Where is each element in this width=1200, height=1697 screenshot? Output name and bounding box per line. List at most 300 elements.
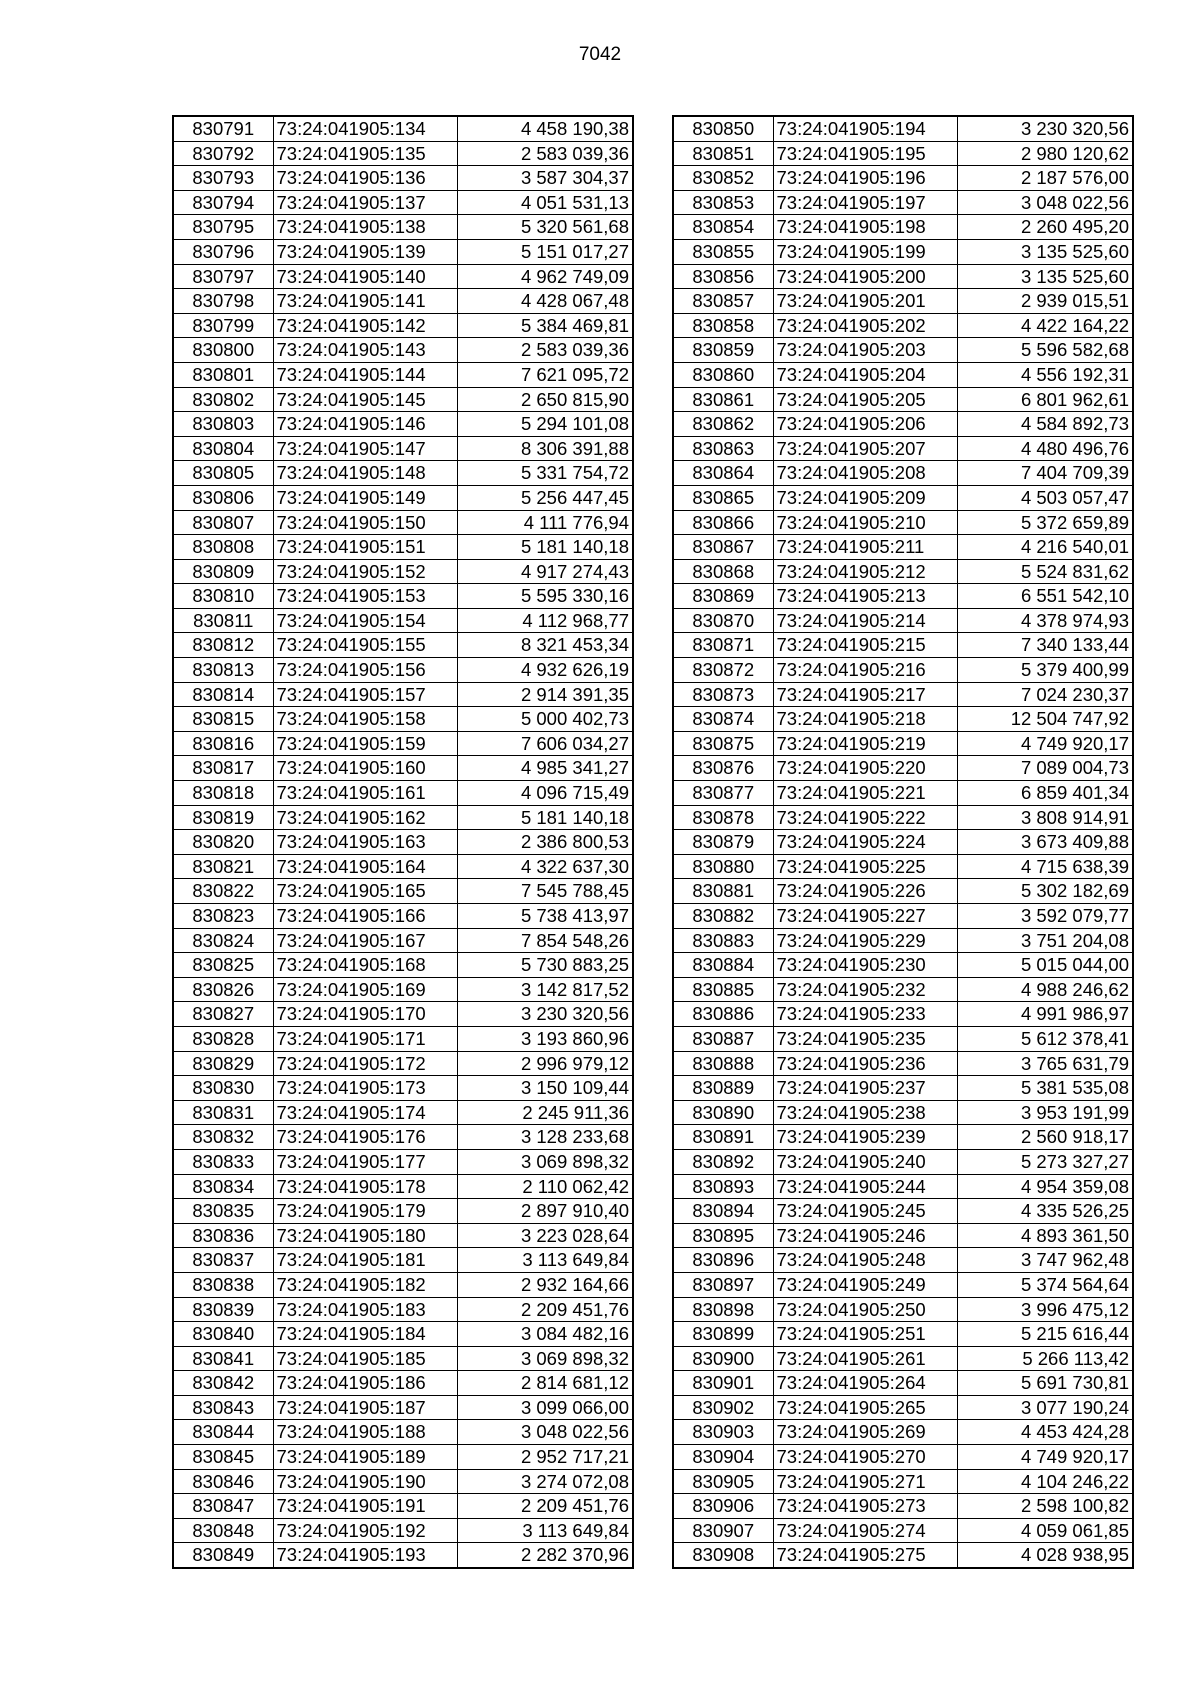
row-number-cell: 830791	[173, 116, 273, 141]
table-row	[673, 1223, 1133, 1248]
table-row	[173, 1445, 633, 1470]
row-number-cell: 830800	[173, 338, 273, 363]
value-cell: 2 980 120,62	[957, 141, 1133, 166]
table-row	[673, 953, 1133, 978]
value-cell: 7 545 788,45	[457, 879, 633, 904]
value-cell: 4 104 246,22	[957, 1469, 1133, 1494]
value-cell: 3 142 817,52	[457, 977, 633, 1002]
row-number-cell: 830828	[173, 1026, 273, 1051]
row-number-cell: 830812	[173, 633, 273, 658]
cadastral-number-cell: 73:24:041905:173	[273, 1076, 457, 1101]
row-number-cell: 830905	[673, 1469, 773, 1494]
row-number-cell: 830871	[673, 633, 773, 658]
table-row	[673, 1100, 1133, 1125]
table-row	[673, 1174, 1133, 1199]
cadastral-number-cell: 73:24:041905:176	[273, 1125, 457, 1150]
value-cell: 5 000 402,73	[457, 707, 633, 732]
value-cell: 3 747 962,48	[957, 1248, 1133, 1273]
value-cell: 2 952 717,21	[457, 1445, 633, 1470]
cadastral-number-cell: 73:24:041905:261	[773, 1346, 957, 1371]
table-row	[673, 1445, 1133, 1470]
row-number-cell: 830813	[173, 658, 273, 683]
value-cell: 5 181 140,18	[457, 805, 633, 830]
cadastral-number-cell: 73:24:041905:205	[773, 387, 957, 412]
cadastral-number-cell: 73:24:041905:168	[273, 953, 457, 978]
cadastral-number-cell: 73:24:041905:211	[773, 535, 957, 560]
row-number-cell: 830823	[173, 904, 273, 929]
row-number-cell: 830874	[673, 707, 773, 732]
cadastral-number-cell: 73:24:041905:197	[773, 190, 957, 215]
value-cell: 4 985 341,27	[457, 756, 633, 781]
table-row	[173, 1395, 633, 1420]
table-row	[673, 1518, 1133, 1543]
row-number-cell: 830866	[673, 510, 773, 535]
cadastral-number-cell: 73:24:041905:162	[273, 805, 457, 830]
value-cell: 3 587 304,37	[457, 166, 633, 191]
cadastral-number-cell: 73:24:041905:177	[273, 1149, 457, 1174]
cadastral-number-cell: 73:24:041905:239	[773, 1125, 957, 1150]
table-row	[673, 682, 1133, 707]
row-number-cell: 830890	[673, 1100, 773, 1125]
table-row	[173, 608, 633, 633]
row-number-cell: 830829	[173, 1051, 273, 1076]
value-cell: 4 216 540,01	[957, 535, 1133, 560]
value-cell: 4 458 190,38	[457, 116, 633, 141]
table-row	[673, 116, 1133, 141]
value-cell: 2 209 451,76	[457, 1297, 633, 1322]
row-number-cell: 830899	[673, 1322, 773, 1347]
row-number-cell: 830863	[673, 436, 773, 461]
value-cell: 5 294 101,08	[457, 412, 633, 437]
cadastral-number-cell: 73:24:041905:184	[273, 1322, 457, 1347]
row-number-cell: 830840	[173, 1322, 273, 1347]
table-row	[173, 461, 633, 486]
row-number-cell: 830847	[173, 1494, 273, 1519]
cadastral-number-cell: 73:24:041905:179	[273, 1199, 457, 1224]
row-number-cell: 830872	[673, 658, 773, 683]
table-row	[173, 854, 633, 879]
value-cell: 4 749 920,17	[957, 1445, 1133, 1470]
value-cell: 4 715 638,39	[957, 854, 1133, 879]
row-number-cell: 830808	[173, 535, 273, 560]
value-cell: 5 331 754,72	[457, 461, 633, 486]
value-cell: 4 954 359,08	[957, 1174, 1133, 1199]
cadastral-number-cell: 73:24:041905:150	[273, 510, 457, 535]
table-row	[173, 1322, 633, 1347]
table-row	[173, 1199, 633, 1224]
table-row	[673, 1322, 1133, 1347]
left-table	[172, 115, 634, 1569]
table-row	[173, 436, 633, 461]
value-cell: 3 069 898,32	[457, 1149, 633, 1174]
row-number-cell: 830868	[673, 559, 773, 584]
cadastral-number-cell: 73:24:041905:246	[773, 1223, 957, 1248]
value-cell: 5 320 561,68	[457, 215, 633, 240]
value-cell: 7 621 095,72	[457, 362, 633, 387]
row-number-cell: 830830	[173, 1076, 273, 1101]
value-cell: 4 059 061,85	[957, 1518, 1133, 1543]
cadastral-number-cell: 73:24:041905:145	[273, 387, 457, 412]
table-row	[673, 1199, 1133, 1224]
table-row	[673, 387, 1133, 412]
table-row	[673, 1395, 1133, 1420]
table-row	[173, 1149, 633, 1174]
table-row	[173, 1125, 633, 1150]
row-number-cell: 830865	[673, 485, 773, 510]
value-cell: 3 128 233,68	[457, 1125, 633, 1150]
value-cell: 5 266 113,42	[957, 1346, 1133, 1371]
value-cell: 4 932 626,19	[457, 658, 633, 683]
table-row	[673, 239, 1133, 264]
table-row	[673, 1125, 1133, 1150]
table-row	[673, 1371, 1133, 1396]
table-row	[173, 1002, 633, 1027]
row-number-cell: 830827	[173, 1002, 273, 1027]
cadastral-number-cell: 73:24:041905:156	[273, 658, 457, 683]
row-number-cell: 830907	[673, 1518, 773, 1543]
value-cell: 5 730 883,25	[457, 953, 633, 978]
table-row	[673, 707, 1133, 732]
page-number: 7042	[578, 44, 622, 65]
table-row	[673, 1076, 1133, 1101]
value-cell: 2 245 911,36	[457, 1100, 633, 1125]
row-number-cell: 830854	[673, 215, 773, 240]
row-number-cell: 830804	[173, 436, 273, 461]
value-cell: 7 340 133,44	[957, 633, 1133, 658]
cadastral-number-cell: 73:24:041905:146	[273, 412, 457, 437]
value-cell: 2 260 495,20	[957, 215, 1133, 240]
cadastral-number-cell: 73:24:041905:203	[773, 338, 957, 363]
cadastral-number-cell: 73:24:041905:209	[773, 485, 957, 510]
cadastral-number-cell: 73:24:041905:172	[273, 1051, 457, 1076]
row-number-cell: 830892	[673, 1149, 773, 1174]
value-cell: 7 404 709,39	[957, 461, 1133, 486]
table-row	[173, 1297, 633, 1322]
row-number-cell: 830853	[673, 190, 773, 215]
row-number-cell: 830860	[673, 362, 773, 387]
row-number-cell: 830815	[173, 707, 273, 732]
cadastral-number-cell: 73:24:041905:274	[773, 1518, 957, 1543]
cadastral-number-cell: 73:24:041905:148	[273, 461, 457, 486]
value-cell: 3 230 320,56	[957, 116, 1133, 141]
table-row	[173, 239, 633, 264]
row-number-cell: 830887	[673, 1026, 773, 1051]
row-number-cell: 830848	[173, 1518, 273, 1543]
cadastral-number-cell: 73:24:041905:195	[773, 141, 957, 166]
value-cell: 4 111 776,94	[457, 510, 633, 535]
value-cell: 6 551 542,10	[957, 584, 1133, 609]
table-row	[173, 1076, 633, 1101]
row-number-cell: 830859	[673, 338, 773, 363]
cadastral-number-cell: 73:24:041905:139	[273, 239, 457, 264]
cadastral-number-cell: 73:24:041905:192	[273, 1518, 457, 1543]
row-number-cell: 830811	[173, 608, 273, 633]
cadastral-number-cell: 73:24:041905:163	[273, 830, 457, 855]
table-row	[673, 264, 1133, 289]
cadastral-number-cell: 73:24:041905:134	[273, 116, 457, 141]
table-row	[673, 805, 1133, 830]
value-cell: 5 374 564,64	[957, 1272, 1133, 1297]
cadastral-number-cell: 73:24:041905:161	[273, 781, 457, 806]
cadastral-number-cell: 73:24:041905:147	[273, 436, 457, 461]
cadastral-number-cell: 73:24:041905:169	[273, 977, 457, 1002]
table-row	[173, 1469, 633, 1494]
value-cell: 7 024 230,37	[957, 682, 1133, 707]
table-row	[173, 215, 633, 240]
row-number-cell: 830801	[173, 362, 273, 387]
row-number-cell: 830806	[173, 485, 273, 510]
row-number-cell: 830850	[673, 116, 773, 141]
table-row	[673, 904, 1133, 929]
cadastral-number-cell: 73:24:041905:143	[273, 338, 457, 363]
row-number-cell: 830794	[173, 190, 273, 215]
row-number-cell: 830842	[173, 1371, 273, 1396]
row-number-cell: 830898	[673, 1297, 773, 1322]
row-number-cell: 830894	[673, 1199, 773, 1224]
cadastral-number-cell: 73:24:041905:189	[273, 1445, 457, 1470]
value-cell: 2 209 451,76	[457, 1494, 633, 1519]
cadastral-number-cell: 73:24:041905:216	[773, 658, 957, 683]
cadastral-number-cell: 73:24:041905:201	[773, 289, 957, 314]
value-cell: 3 048 022,56	[957, 190, 1133, 215]
table-row	[673, 1272, 1133, 1297]
table-row	[173, 1223, 633, 1248]
row-number-cell: 830858	[673, 313, 773, 338]
cadastral-number-cell: 73:24:041905:248	[773, 1248, 957, 1273]
cadastral-number-cell: 73:24:041905:227	[773, 904, 957, 929]
table-row	[173, 1051, 633, 1076]
row-number-cell: 830867	[673, 535, 773, 560]
value-cell: 5 596 582,68	[957, 338, 1133, 363]
value-cell: 3 069 898,32	[457, 1346, 633, 1371]
row-number-cell: 830904	[673, 1445, 773, 1470]
value-cell: 12 504 747,92	[957, 707, 1133, 732]
row-number-cell: 830880	[673, 854, 773, 879]
table-row	[673, 633, 1133, 658]
table-row	[173, 1026, 633, 1051]
cadastral-number-cell: 73:24:041905:167	[273, 928, 457, 953]
table-row	[173, 289, 633, 314]
cadastral-number-cell: 73:24:041905:206	[773, 412, 957, 437]
row-number-cell: 830834	[173, 1174, 273, 1199]
row-number-cell: 830844	[173, 1420, 273, 1445]
table-row	[673, 1420, 1133, 1445]
table-row	[673, 1297, 1133, 1322]
row-number-cell: 830896	[673, 1248, 773, 1273]
table-row	[673, 215, 1133, 240]
row-number-cell: 830793	[173, 166, 273, 191]
table-row	[673, 338, 1133, 363]
table-row	[673, 535, 1133, 560]
table-row	[673, 313, 1133, 338]
row-number-cell: 830839	[173, 1297, 273, 1322]
table-row	[173, 338, 633, 363]
table-row	[173, 412, 633, 437]
row-number-cell: 830831	[173, 1100, 273, 1125]
row-number-cell: 830817	[173, 756, 273, 781]
cadastral-number-cell: 73:24:041905:244	[773, 1174, 957, 1199]
row-number-cell: 830888	[673, 1051, 773, 1076]
table-row	[173, 805, 633, 830]
row-number-cell: 830864	[673, 461, 773, 486]
row-number-cell: 830825	[173, 953, 273, 978]
row-number-cell: 830821	[173, 854, 273, 879]
row-number-cell: 830876	[673, 756, 773, 781]
table-row	[673, 1494, 1133, 1519]
value-cell: 4 584 892,73	[957, 412, 1133, 437]
cadastral-number-cell: 73:24:041905:149	[273, 485, 457, 510]
cadastral-number-cell: 73:24:041905:142	[273, 313, 457, 338]
cadastral-number-cell: 73:24:041905:193	[273, 1543, 457, 1568]
value-cell: 2 650 815,90	[457, 387, 633, 412]
value-cell: 3 808 914,91	[957, 805, 1133, 830]
cadastral-number-cell: 73:24:041905:187	[273, 1395, 457, 1420]
cadastral-number-cell: 73:24:041905:183	[273, 1297, 457, 1322]
value-cell: 4 453 424,28	[957, 1420, 1133, 1445]
cadastral-number-cell: 73:24:041905:186	[273, 1371, 457, 1396]
table-row	[173, 584, 633, 609]
cadastral-number-cell: 73:24:041905:230	[773, 953, 957, 978]
value-cell: 4 322 637,30	[457, 854, 633, 879]
table-row	[673, 756, 1133, 781]
row-number-cell: 830861	[673, 387, 773, 412]
value-cell: 2 560 918,17	[957, 1125, 1133, 1150]
value-cell: 3 223 028,64	[457, 1223, 633, 1248]
row-number-cell: 830819	[173, 805, 273, 830]
row-number-cell: 830835	[173, 1199, 273, 1224]
cadastral-number-cell: 73:24:041905:202	[773, 313, 957, 338]
value-cell: 3 113 649,84	[457, 1248, 633, 1273]
value-cell: 5 273 327,27	[957, 1149, 1133, 1174]
cadastral-number-cell: 73:24:041905:180	[273, 1223, 457, 1248]
cadastral-number-cell: 73:24:041905:249	[773, 1272, 957, 1297]
table-row	[173, 116, 633, 141]
cadastral-number-cell: 73:24:041905:198	[773, 215, 957, 240]
cadastral-number-cell: 73:24:041905:208	[773, 461, 957, 486]
table-row	[173, 977, 633, 1002]
row-number-cell: 830843	[173, 1395, 273, 1420]
value-cell: 4 988 246,62	[957, 977, 1133, 1002]
cadastral-number-cell: 73:24:041905:171	[273, 1026, 457, 1051]
cadastral-number-cell: 73:24:041905:217	[773, 682, 957, 707]
value-cell: 4 028 938,95	[957, 1543, 1133, 1568]
cadastral-number-cell: 73:24:041905:232	[773, 977, 957, 1002]
cadastral-number-cell: 73:24:041905:144	[273, 362, 457, 387]
table-row	[173, 879, 633, 904]
value-cell: 3 953 191,99	[957, 1100, 1133, 1125]
table-row	[173, 682, 633, 707]
cadastral-number-cell: 73:24:041905:182	[273, 1272, 457, 1297]
right-table	[672, 115, 1134, 1569]
row-number-cell: 830809	[173, 559, 273, 584]
cadastral-number-cell: 73:24:041905:237	[773, 1076, 957, 1101]
row-number-cell: 830889	[673, 1076, 773, 1101]
cadastral-number-cell: 73:24:041905:158	[273, 707, 457, 732]
value-cell: 2 932 164,66	[457, 1272, 633, 1297]
value-cell: 5 015 044,00	[957, 953, 1133, 978]
row-number-cell: 830826	[173, 977, 273, 1002]
row-number-cell: 830841	[173, 1346, 273, 1371]
table-row	[173, 141, 633, 166]
table-row	[173, 166, 633, 191]
cadastral-number-cell: 73:24:041905:199	[773, 239, 957, 264]
row-number-cell: 830799	[173, 313, 273, 338]
value-cell: 8 321 453,34	[457, 633, 633, 658]
value-cell: 5 372 659,89	[957, 510, 1133, 535]
cadastral-number-cell: 73:24:041905:153	[273, 584, 457, 609]
row-number-cell: 830877	[673, 781, 773, 806]
value-cell: 2 583 039,36	[457, 338, 633, 363]
row-number-cell: 830795	[173, 215, 273, 240]
table-row	[673, 830, 1133, 855]
table-row	[673, 658, 1133, 683]
cadastral-number-cell: 73:24:041905:138	[273, 215, 457, 240]
table-row	[173, 535, 633, 560]
value-cell: 3 193 860,96	[457, 1026, 633, 1051]
cadastral-number-cell: 73:24:041905:269	[773, 1420, 957, 1445]
row-number-cell: 830883	[673, 928, 773, 953]
table-row	[673, 731, 1133, 756]
table-row	[673, 1469, 1133, 1494]
cadastral-number-cell: 73:24:041905:220	[773, 756, 957, 781]
table-row	[673, 1346, 1133, 1371]
row-number-cell: 830824	[173, 928, 273, 953]
row-number-cell: 830862	[673, 412, 773, 437]
value-cell: 3 274 072,08	[457, 1469, 633, 1494]
cadastral-number-cell: 73:24:041905:207	[773, 436, 957, 461]
table-row	[173, 1518, 633, 1543]
cadastral-number-cell: 73:24:041905:275	[773, 1543, 957, 1568]
row-number-cell: 830807	[173, 510, 273, 535]
row-number-cell: 830897	[673, 1272, 773, 1297]
cadastral-number-cell: 73:24:041905:265	[773, 1395, 957, 1420]
table-row	[673, 1026, 1133, 1051]
table-row	[673, 879, 1133, 904]
row-number-cell: 830802	[173, 387, 273, 412]
value-cell: 3 150 109,44	[457, 1076, 633, 1101]
value-cell: 7 854 548,26	[457, 928, 633, 953]
value-cell: 4 962 749,09	[457, 264, 633, 289]
row-number-cell: 830805	[173, 461, 273, 486]
table-row	[173, 362, 633, 387]
row-number-cell: 830849	[173, 1543, 273, 1568]
value-cell: 5 379 400,99	[957, 658, 1133, 683]
table-row	[673, 141, 1133, 166]
cadastral-number-cell: 73:24:041905:174	[273, 1100, 457, 1125]
row-number-cell: 830803	[173, 412, 273, 437]
row-number-cell: 830810	[173, 584, 273, 609]
value-cell: 5 181 140,18	[457, 535, 633, 560]
row-number-cell: 830832	[173, 1125, 273, 1150]
cadastral-number-cell: 73:24:041905:166	[273, 904, 457, 929]
value-cell: 3 230 320,56	[457, 1002, 633, 1027]
value-cell: 4 378 974,93	[957, 608, 1133, 633]
value-cell: 8 306 391,88	[457, 436, 633, 461]
value-cell: 5 302 182,69	[957, 879, 1133, 904]
table-row	[173, 1543, 633, 1568]
cadastral-number-cell: 73:24:041905:222	[773, 805, 957, 830]
left-table-body	[173, 116, 633, 1568]
value-cell: 4 051 531,13	[457, 190, 633, 215]
row-number-cell: 830837	[173, 1248, 273, 1273]
table-row	[673, 166, 1133, 191]
cadastral-number-cell: 73:24:041905:240	[773, 1149, 957, 1174]
table-row	[173, 830, 633, 855]
value-cell: 4 991 986,97	[957, 1002, 1133, 1027]
cadastral-number-cell: 73:24:041905:245	[773, 1199, 957, 1224]
cadastral-number-cell: 73:24:041905:178	[273, 1174, 457, 1199]
value-cell: 4 749 920,17	[957, 731, 1133, 756]
